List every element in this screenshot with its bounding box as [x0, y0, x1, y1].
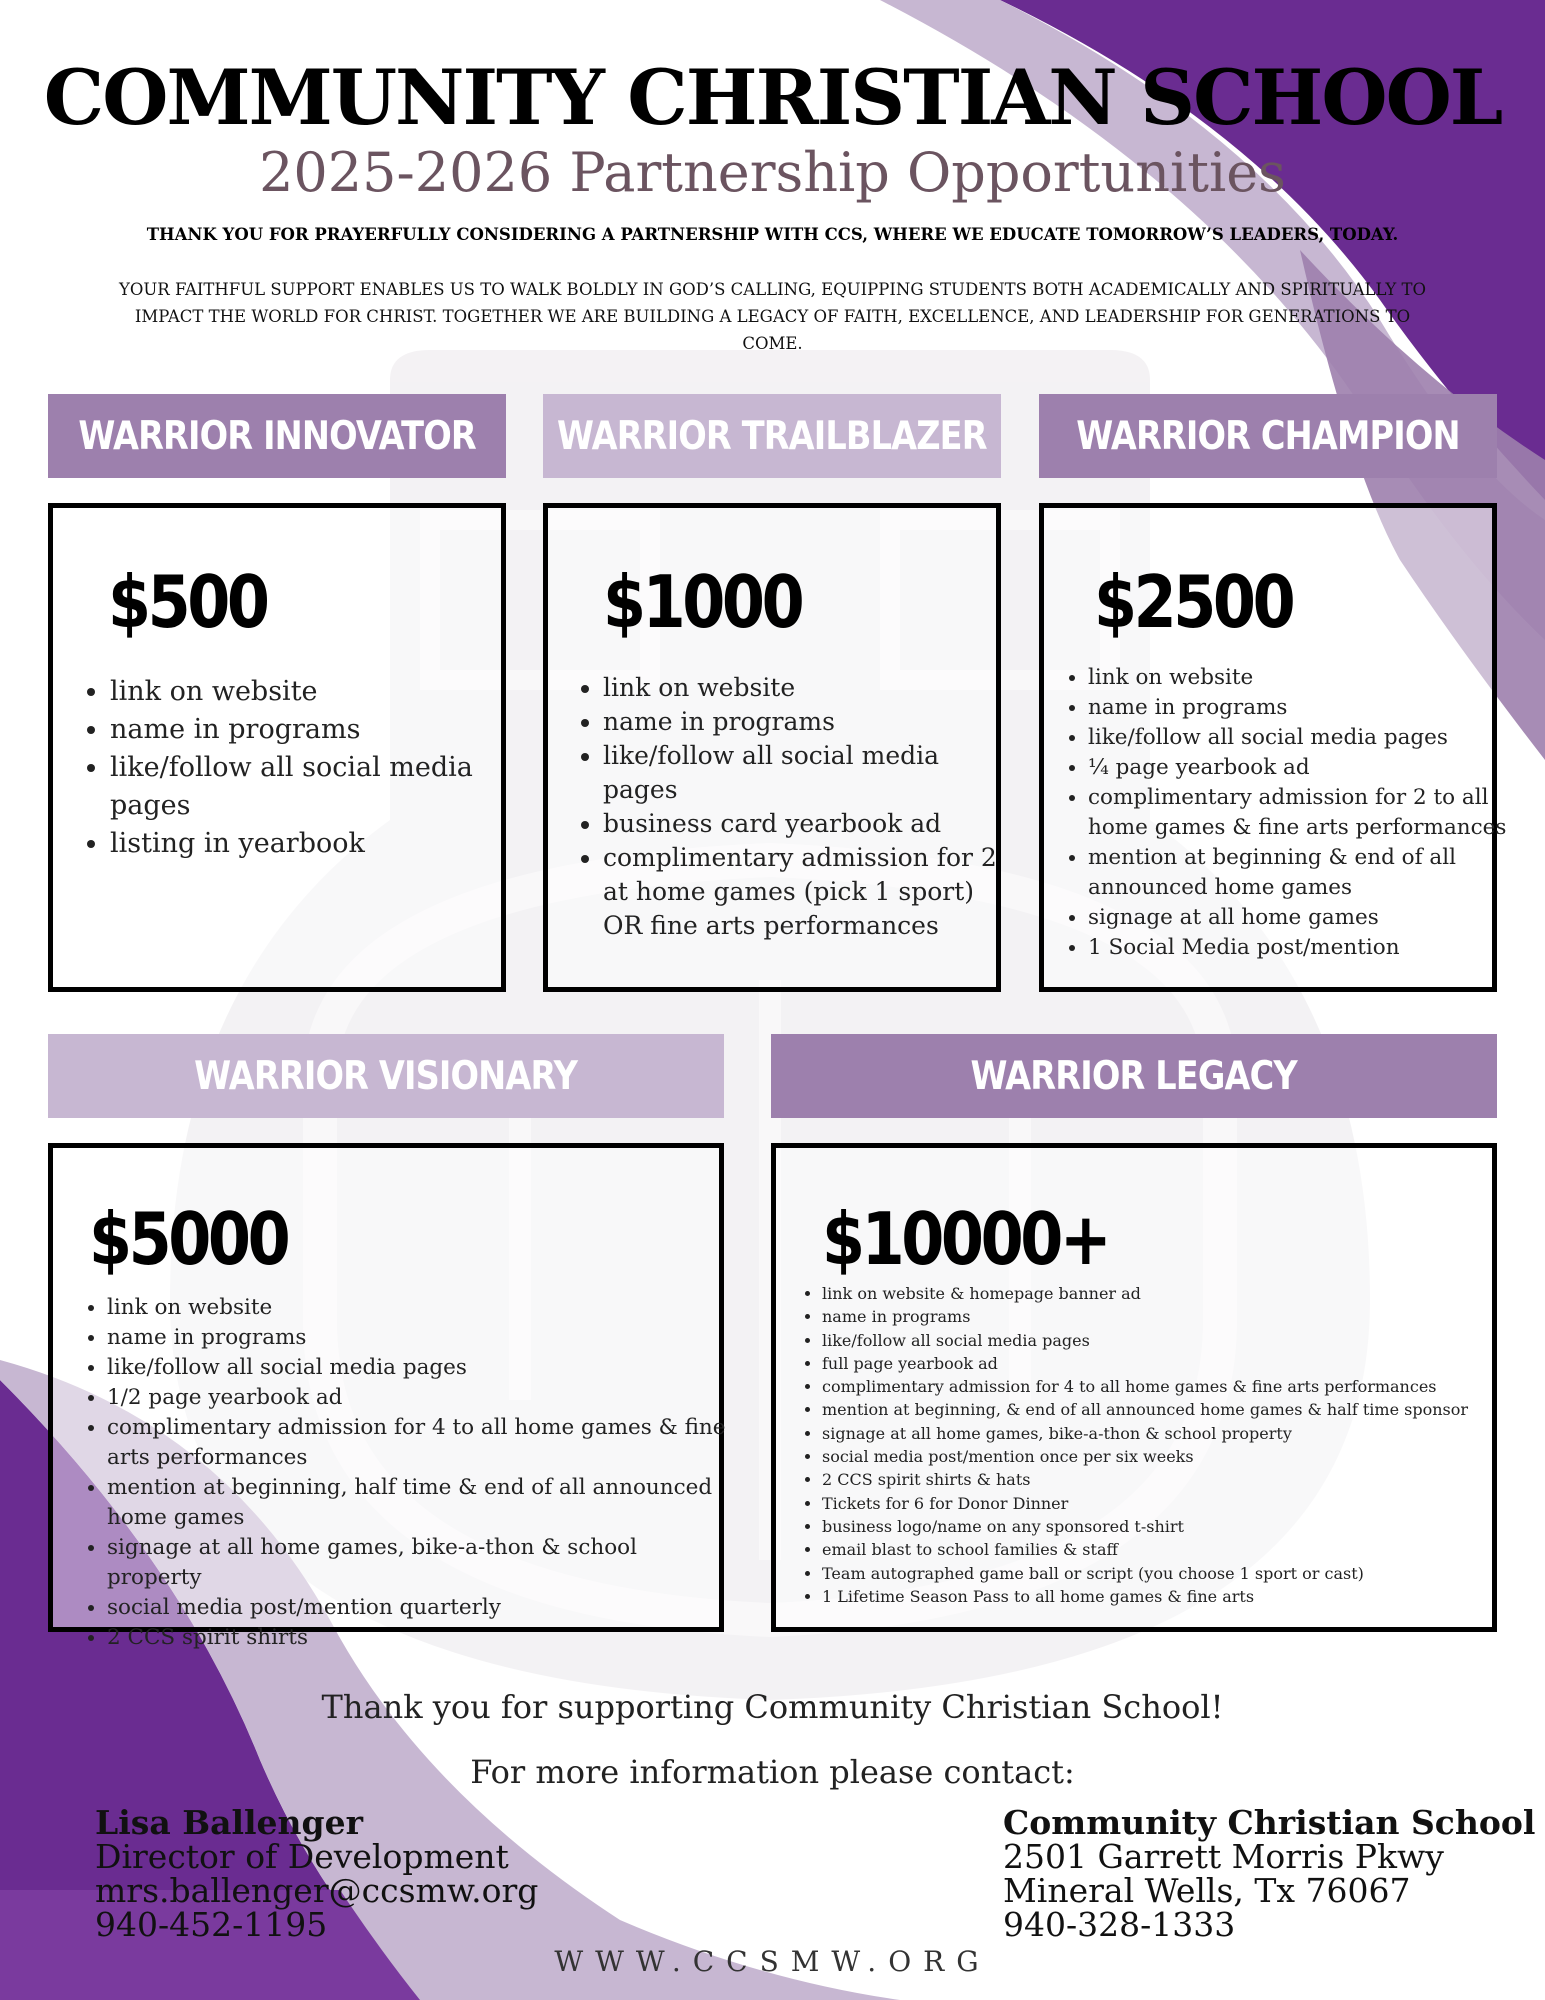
school-address-line2: Mineral Wells, Tx 76067 — [1003, 1871, 1411, 1910]
benefit-item: • signage at all home games — [1088, 903, 1518, 933]
contact-role: Director of Development — [95, 1837, 509, 1876]
tier-box-champion — [1039, 503, 1507, 992]
benefit-item: • name in programs — [603, 705, 1013, 739]
tier-price: $10000+ — [822, 1197, 1109, 1281]
website-link[interactable]: WWW.CCSMW.ORG — [554, 1945, 991, 1978]
contact-email[interactable]: mrs.ballenger@ccsmw.org — [95, 1871, 539, 1910]
tier-price: $500 — [108, 560, 267, 644]
tier-price: $1000 — [603, 560, 802, 644]
benefit-item: • like/follow all social media pages — [1088, 723, 1518, 753]
tier-name: WARRIOR LEGACY — [970, 1053, 1298, 1099]
tier-name: WARRIOR TRAILBLAZER — [557, 413, 987, 459]
tier-box-innovator — [48, 503, 506, 992]
tier-header-trailblazer — [543, 394, 1001, 478]
benefit-item: • like/follow all social media pages — [603, 739, 1013, 807]
contact-name: Lisa Ballenger — [95, 1803, 363, 1842]
school-address-block — [1003, 1803, 1536, 1944]
benefit-item: • complimentary admission for 4 to all home games & fine arts performances — [822, 1375, 1512, 1398]
tier-header-champion — [1039, 394, 1497, 478]
school-title: COMMUNITY CHRISTIAN SCHOOL — [43, 53, 1502, 142]
tier-header-visionary — [48, 1034, 724, 1118]
benefit-item: • name in programs — [107, 1323, 737, 1353]
tier-header-innovator — [48, 394, 506, 478]
benefit-item: • social media post/mention quarterly — [107, 1593, 737, 1623]
benefit-item: • full page yearbook ad — [822, 1352, 1512, 1375]
benefit-item: • mention at beginning, & end of all announced home games & half time sponsor — [822, 1398, 1512, 1421]
benefit-list — [571, 671, 1013, 943]
tier-name: WARRIOR INNOVATOR — [78, 413, 476, 459]
benefit-item: • email blast to school families & staff — [822, 1538, 1512, 1561]
benefit-item: • signage at all home games, bike-a-thon & school property — [822, 1422, 1512, 1445]
benefit-item: • social media post/mention once per six weeks — [822, 1445, 1512, 1468]
benefit-item: • business card yearbook ad — [603, 807, 1013, 841]
contact-prompt: For more information please contact: — [470, 1753, 1075, 1791]
benefit-item: • 1/2 page yearbook ad — [107, 1383, 737, 1413]
benefit-item: • link on website — [110, 673, 500, 711]
benefit-item: • 2 CCS spirit shirts & hats — [822, 1468, 1512, 1491]
benefit-item: • business logo/name on any sponsored t-shirt — [822, 1515, 1512, 1538]
benefit-item: • link on website & homepage banner ad — [822, 1282, 1512, 1305]
benefit-item: • mention at beginning & end of all announced home games — [1088, 843, 1518, 903]
tier-box-visionary — [48, 1143, 726, 1650]
tagline: THANK YOU FOR PRAYERFULLY CONSIDERING A PARTNERSHIP WITH CCS, WHERE WE EDUCATE TOMORROW’S LEADERS, TODAY. — [146, 225, 1399, 244]
benefit-item: • name in programs — [1088, 693, 1518, 723]
tier-price: $2500 — [1094, 560, 1293, 644]
benefit-item: • Team autographed game ball or script (you choose 1 sport or cast) — [822, 1562, 1512, 1585]
benefit-item: • mention at beginning, half time & end of all announced home games — [107, 1473, 737, 1533]
benefit-list — [78, 673, 500, 863]
benefit-item: • link on website — [1088, 663, 1518, 693]
school-phone: 940-328-1333 — [1003, 1905, 1236, 1944]
benefit-item: • complimentary admission for 2 at home games (pick 1 sport) OR fine arts performances — [603, 841, 1013, 943]
benefit-list — [75, 1293, 737, 1653]
benefit-item: • 1 Social Media post/mention — [1088, 933, 1518, 963]
intro-paragraph: YOUR FAITHFUL SUPPORT ENABLES US TO WALK BOLDLY IN GOD’S CALLING, EQUIPPING STUDENTS BOTH ACADEMICALLY AND SPIRITUALLY TO IMPACT THE WORLD FOR CHRIST. TOGETHER WE ARE BUILDING A LEGACY OF FAITH, EXCELLENCE, AND LEADERSHIP FOR GENERATIONS TO COME. — [118, 280, 1427, 353]
benefit-item: • like/follow all social media pages — [107, 1353, 737, 1383]
benefit-item: • link on website — [603, 671, 1013, 705]
tier-box-trailblazer — [543, 503, 1001, 992]
benefit-item: • complimentary admission for 2 to all home games & fine arts performances — [1088, 783, 1518, 843]
benefit-item: • listing in yearbook — [110, 825, 500, 863]
tier-price: $5000 — [89, 1197, 288, 1281]
school-name: Community Christian School — [1003, 1803, 1536, 1842]
benefit-item: • name in programs — [110, 711, 500, 749]
benefit-item: • name in programs — [822, 1305, 1512, 1328]
page-subtitle: 2025-2026 Partnership Opportunities — [259, 141, 1286, 204]
benefit-item: • like/follow all social media pages — [822, 1329, 1512, 1352]
benefit-list — [1056, 663, 1518, 963]
tier-name: WARRIOR CHAMPION — [1076, 413, 1460, 459]
benefit-item: • signage at all home games, bike-a-thon & school property — [107, 1533, 737, 1593]
benefit-item: • complimentary admission for 4 to all home games & fine arts performances — [107, 1413, 737, 1473]
benefit-item: • link on website — [107, 1293, 737, 1323]
benefit-item: • like/follow all social media pages — [110, 749, 500, 825]
tier-name: WARRIOR VISIONARY — [194, 1053, 578, 1099]
contact-phone: 940-452-1195 — [95, 1905, 328, 1944]
tier-box-legacy — [771, 1143, 1497, 1632]
benefit-list — [790, 1282, 1512, 1608]
benefit-item: • 2 CCS spirit shirts — [107, 1623, 737, 1653]
benefit-item: • 1 Lifetime Season Pass to all home games & fine arts — [822, 1585, 1512, 1608]
contact-block — [95, 1803, 539, 1944]
tier-header-legacy — [771, 1034, 1497, 1118]
benefit-item: • ¼ page yearbook ad — [1088, 753, 1518, 783]
school-address-line1: 2501 Garrett Morris Pkwy — [1003, 1837, 1444, 1876]
benefit-item: • Tickets for 6 for Donor Dinner — [822, 1492, 1512, 1515]
thank-you-message: Thank you for supporting Community Christian School! — [321, 1688, 1224, 1726]
